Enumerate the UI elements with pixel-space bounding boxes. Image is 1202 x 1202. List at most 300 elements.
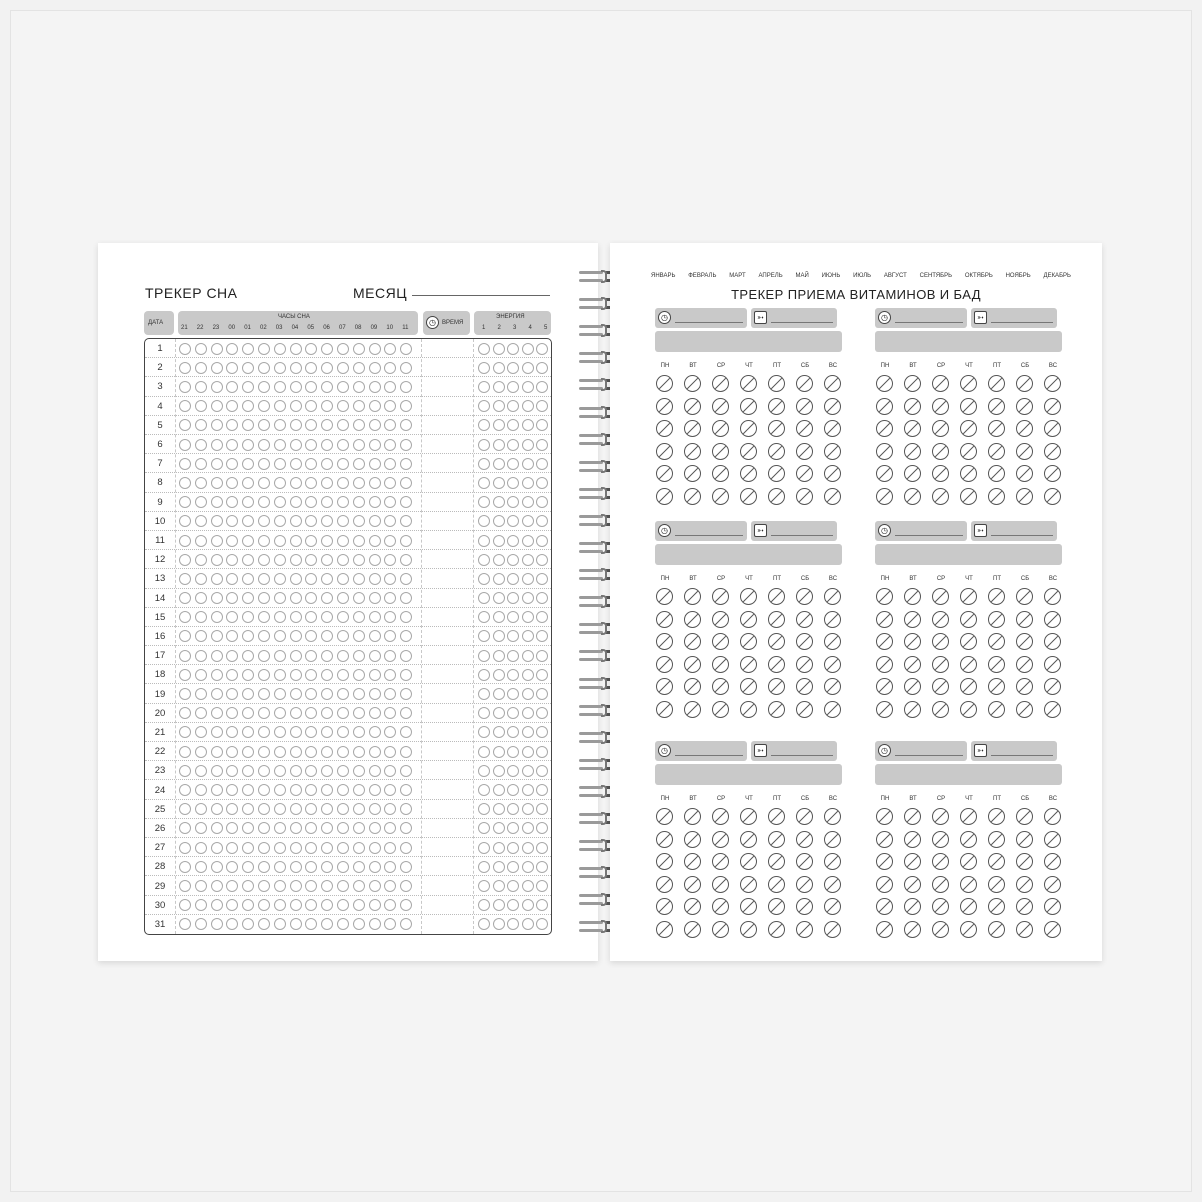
- energy-circle[interactable]: [507, 669, 519, 681]
- time-cell[interactable]: [422, 857, 472, 875]
- pill-checkbox[interactable]: [988, 898, 1005, 915]
- vitamin-name-field[interactable]: [655, 544, 842, 565]
- pill-checkbox[interactable]: [1044, 831, 1061, 848]
- sleep-hour-circle[interactable]: [290, 630, 302, 642]
- pill-checkbox[interactable]: [796, 633, 813, 650]
- sleep-hour-circle[interactable]: [290, 861, 302, 873]
- sleep-hour-circle[interactable]: [321, 381, 333, 393]
- sleep-hour-circle[interactable]: [258, 439, 270, 451]
- sleep-hour-circle[interactable]: [274, 669, 286, 681]
- energy-circle[interactable]: [536, 381, 548, 393]
- sleep-hour-circle[interactable]: [179, 554, 191, 566]
- pill-checkbox[interactable]: [988, 443, 1005, 460]
- sleep-hour-circle[interactable]: [242, 650, 254, 662]
- pill-checkbox[interactable]: [1044, 656, 1061, 673]
- time-cell[interactable]: [422, 684, 472, 702]
- pill-checkbox[interactable]: [712, 611, 729, 628]
- vitamin-name-field[interactable]: [875, 331, 1062, 352]
- sleep-hour-circle[interactable]: [290, 746, 302, 758]
- pill-checkbox[interactable]: [684, 831, 701, 848]
- sleep-hour-circle[interactable]: [369, 535, 381, 547]
- sleep-hour-circle[interactable]: [384, 439, 396, 451]
- sleep-hour-circle[interactable]: [305, 611, 317, 623]
- pill-checkbox[interactable]: [904, 656, 921, 673]
- sleep-hour-circle[interactable]: [305, 822, 317, 834]
- sleep-hour-circle[interactable]: [384, 803, 396, 815]
- sleep-hour-circle[interactable]: [226, 918, 238, 930]
- pill-checkbox[interactable]: [712, 701, 729, 718]
- pill-checkbox[interactable]: [824, 701, 841, 718]
- pill-checkbox[interactable]: [684, 443, 701, 460]
- sleep-hour-circle[interactable]: [305, 343, 317, 355]
- pill-checkbox[interactable]: [1016, 656, 1033, 673]
- pill-checkbox[interactable]: [1016, 853, 1033, 870]
- sleep-hour-circle[interactable]: [179, 688, 191, 700]
- sleep-hour-circle[interactable]: [337, 400, 349, 412]
- energy-circle[interactable]: [522, 400, 534, 412]
- sleep-hour-circle[interactable]: [179, 477, 191, 489]
- sleep-hour-circle[interactable]: [400, 861, 412, 873]
- energy-circle[interactable]: [493, 688, 505, 700]
- energy-circle[interactable]: [536, 650, 548, 662]
- sleep-hour-circle[interactable]: [195, 419, 207, 431]
- sleep-hour-circle[interactable]: [274, 726, 286, 738]
- energy-circle[interactable]: [493, 439, 505, 451]
- pill-checkbox[interactable]: [824, 443, 841, 460]
- energy-circle[interactable]: [478, 861, 490, 873]
- sleep-hour-circle[interactable]: [384, 861, 396, 873]
- pill-checkbox[interactable]: [1044, 921, 1061, 938]
- sleep-hour-circle[interactable]: [242, 458, 254, 470]
- sleep-hour-circle[interactable]: [369, 669, 381, 681]
- sleep-hour-circle[interactable]: [321, 842, 333, 854]
- pill-checkbox[interactable]: [988, 465, 1005, 482]
- sleep-hour-circle[interactable]: [384, 535, 396, 547]
- sleep-hour-circle[interactable]: [321, 899, 333, 911]
- energy-circle[interactable]: [507, 362, 519, 374]
- sleep-hour-circle[interactable]: [337, 784, 349, 796]
- sleep-hour-circle[interactable]: [384, 842, 396, 854]
- energy-circle[interactable]: [478, 707, 490, 719]
- sleep-hour-circle[interactable]: [179, 362, 191, 374]
- sleep-hour-circle[interactable]: [258, 688, 270, 700]
- sleep-hour-circle[interactable]: [274, 611, 286, 623]
- sleep-hour-circle[interactable]: [305, 803, 317, 815]
- sleep-hour-circle[interactable]: [290, 477, 302, 489]
- sleep-hour-circle[interactable]: [226, 707, 238, 719]
- sleep-hour-circle[interactable]: [242, 535, 254, 547]
- sleep-hour-circle[interactable]: [400, 592, 412, 604]
- sleep-hour-circle[interactable]: [179, 650, 191, 662]
- sleep-hour-circle[interactable]: [179, 822, 191, 834]
- pill-checkbox[interactable]: [876, 831, 893, 848]
- sleep-hour-circle[interactable]: [305, 419, 317, 431]
- pill-checkbox[interactable]: [932, 443, 949, 460]
- pill-checkbox[interactable]: [1044, 853, 1061, 870]
- energy-circle[interactable]: [493, 419, 505, 431]
- sleep-hour-circle[interactable]: [290, 880, 302, 892]
- pill-checkbox[interactable]: [656, 853, 673, 870]
- sleep-hour-circle[interactable]: [353, 899, 365, 911]
- sleep-hour-circle[interactable]: [290, 362, 302, 374]
- sleep-hour-circle[interactable]: [226, 803, 238, 815]
- pill-checkbox[interactable]: [988, 375, 1005, 392]
- sleep-hour-circle[interactable]: [321, 343, 333, 355]
- energy-circle[interactable]: [478, 822, 490, 834]
- pill-checkbox[interactable]: [768, 488, 785, 505]
- time-cell[interactable]: [422, 723, 472, 741]
- sleep-hour-circle[interactable]: [195, 784, 207, 796]
- sleep-hour-circle[interactable]: [305, 496, 317, 508]
- pill-checkbox[interactable]: [740, 611, 757, 628]
- energy-circle[interactable]: [536, 822, 548, 834]
- sleep-hour-circle[interactable]: [211, 439, 223, 451]
- sleep-hour-circle[interactable]: [290, 707, 302, 719]
- time-cell[interactable]: [422, 876, 472, 894]
- sleep-hour-circle[interactable]: [369, 650, 381, 662]
- pill-checkbox[interactable]: [684, 876, 701, 893]
- pill-checkbox[interactable]: [656, 443, 673, 460]
- pill-checkbox[interactable]: [768, 633, 785, 650]
- pill-checkbox[interactable]: [1016, 678, 1033, 695]
- energy-circle[interactable]: [478, 343, 490, 355]
- pill-checkbox[interactable]: [684, 701, 701, 718]
- pill-checkbox[interactable]: [988, 488, 1005, 505]
- sleep-hour-circle[interactable]: [321, 439, 333, 451]
- sleep-hour-circle[interactable]: [290, 592, 302, 604]
- pill-checkbox[interactable]: [740, 808, 757, 825]
- sleep-hour-circle[interactable]: [305, 899, 317, 911]
- energy-circle[interactable]: [522, 343, 534, 355]
- energy-circle[interactable]: [478, 477, 490, 489]
- pill-checkbox[interactable]: [656, 420, 673, 437]
- energy-circle[interactable]: [522, 630, 534, 642]
- sleep-hour-circle[interactable]: [353, 381, 365, 393]
- sleep-hour-circle[interactable]: [258, 861, 270, 873]
- pill-checkbox[interactable]: [656, 656, 673, 673]
- pill-checkbox[interactable]: [932, 420, 949, 437]
- pill-checkbox[interactable]: [824, 588, 841, 605]
- sleep-hour-circle[interactable]: [242, 343, 254, 355]
- sleep-hour-circle[interactable]: [384, 496, 396, 508]
- sleep-hour-circle[interactable]: [337, 822, 349, 834]
- energy-circle[interactable]: [507, 880, 519, 892]
- sleep-hour-circle[interactable]: [242, 381, 254, 393]
- sleep-hour-circle[interactable]: [400, 765, 412, 777]
- sleep-hour-circle[interactable]: [211, 362, 223, 374]
- pill-checkbox[interactable]: [712, 633, 729, 650]
- sleep-hour-circle[interactable]: [226, 515, 238, 527]
- pill-checkbox[interactable]: [824, 420, 841, 437]
- sleep-hour-circle[interactable]: [290, 535, 302, 547]
- energy-circle[interactable]: [478, 765, 490, 777]
- sleep-hour-circle[interactable]: [290, 784, 302, 796]
- energy-circle[interactable]: [507, 439, 519, 451]
- sleep-hour-circle[interactable]: [369, 842, 381, 854]
- energy-circle[interactable]: [522, 477, 534, 489]
- pill-checkbox[interactable]: [960, 588, 977, 605]
- sleep-hour-circle[interactable]: [353, 419, 365, 431]
- pill-checkbox[interactable]: [904, 853, 921, 870]
- pill-checkbox[interactable]: [1016, 488, 1033, 505]
- time-cell[interactable]: [422, 493, 472, 511]
- energy-circle[interactable]: [493, 381, 505, 393]
- sleep-hour-circle[interactable]: [353, 477, 365, 489]
- sleep-hour-circle[interactable]: [195, 343, 207, 355]
- sleep-hour-circle[interactable]: [179, 746, 191, 758]
- sleep-hour-circle[interactable]: [384, 669, 396, 681]
- energy-circle[interactable]: [522, 918, 534, 930]
- pill-checkbox[interactable]: [768, 678, 785, 695]
- sleep-hour-circle[interactable]: [211, 515, 223, 527]
- pill-checkbox[interactable]: [876, 701, 893, 718]
- sleep-hour-circle[interactable]: [353, 669, 365, 681]
- energy-circle[interactable]: [522, 899, 534, 911]
- sleep-hour-circle[interactable]: [226, 746, 238, 758]
- energy-circle[interactable]: [478, 439, 490, 451]
- energy-circle[interactable]: [507, 688, 519, 700]
- sleep-hour-circle[interactable]: [353, 861, 365, 873]
- time-cell[interactable]: [422, 473, 472, 491]
- time-cell[interactable]: [422, 416, 472, 434]
- energy-circle[interactable]: [493, 630, 505, 642]
- energy-circle[interactable]: [478, 458, 490, 470]
- sleep-hour-circle[interactable]: [337, 688, 349, 700]
- sleep-hour-circle[interactable]: [258, 381, 270, 393]
- sleep-hour-circle[interactable]: [369, 515, 381, 527]
- energy-circle[interactable]: [536, 477, 548, 489]
- energy-circle[interactable]: [522, 650, 534, 662]
- sleep-hour-circle[interactable]: [242, 573, 254, 585]
- sleep-hour-circle[interactable]: [195, 362, 207, 374]
- sleep-hour-circle[interactable]: [353, 439, 365, 451]
- energy-circle[interactable]: [507, 765, 519, 777]
- sleep-hour-circle[interactable]: [195, 880, 207, 892]
- sleep-hour-circle[interactable]: [195, 554, 207, 566]
- energy-circle[interactable]: [493, 803, 505, 815]
- energy-circle[interactable]: [493, 784, 505, 796]
- pill-checkbox[interactable]: [712, 443, 729, 460]
- sleep-hour-circle[interactable]: [384, 880, 396, 892]
- pill-checkbox[interactable]: [768, 921, 785, 938]
- sleep-hour-circle[interactable]: [321, 400, 333, 412]
- energy-circle[interactable]: [478, 842, 490, 854]
- sleep-hour-circle[interactable]: [274, 842, 286, 854]
- sleep-hour-circle[interactable]: [384, 726, 396, 738]
- energy-circle[interactable]: [522, 765, 534, 777]
- sleep-hour-circle[interactable]: [211, 822, 223, 834]
- energy-circle[interactable]: [522, 746, 534, 758]
- sleep-hour-circle[interactable]: [337, 803, 349, 815]
- pill-checkbox[interactable]: [904, 398, 921, 415]
- pill-checkbox[interactable]: [768, 853, 785, 870]
- sleep-hour-circle[interactable]: [211, 592, 223, 604]
- sleep-hour-circle[interactable]: [305, 400, 317, 412]
- sleep-hour-circle[interactable]: [226, 861, 238, 873]
- energy-circle[interactable]: [536, 726, 548, 738]
- pill-checkbox[interactable]: [932, 611, 949, 628]
- pill-checkbox[interactable]: [656, 588, 673, 605]
- sleep-hour-circle[interactable]: [195, 707, 207, 719]
- sleep-hour-circle[interactable]: [290, 726, 302, 738]
- sleep-hour-circle[interactable]: [305, 707, 317, 719]
- energy-circle[interactable]: [493, 842, 505, 854]
- sleep-hour-circle[interactable]: [211, 765, 223, 777]
- energy-circle[interactable]: [536, 592, 548, 604]
- energy-circle[interactable]: [522, 842, 534, 854]
- pill-checkbox[interactable]: [1016, 921, 1033, 938]
- sleep-hour-circle[interactable]: [195, 535, 207, 547]
- sleep-hour-circle[interactable]: [369, 880, 381, 892]
- energy-circle[interactable]: [522, 784, 534, 796]
- sleep-hour-circle[interactable]: [274, 439, 286, 451]
- vitamin-name-field[interactable]: [655, 764, 842, 785]
- sleep-hour-circle[interactable]: [353, 688, 365, 700]
- sleep-hour-circle[interactable]: [321, 746, 333, 758]
- pill-checkbox[interactable]: [876, 876, 893, 893]
- sleep-hour-circle[interactable]: [258, 554, 270, 566]
- sleep-hour-circle[interactable]: [384, 381, 396, 393]
- sleep-hour-circle[interactable]: [226, 458, 238, 470]
- sleep-hour-circle[interactable]: [321, 362, 333, 374]
- sleep-hour-circle[interactable]: [369, 496, 381, 508]
- sleep-hour-circle[interactable]: [384, 688, 396, 700]
- pill-checkbox[interactable]: [1016, 398, 1033, 415]
- pill-checkbox[interactable]: [904, 831, 921, 848]
- pill-checkbox[interactable]: [796, 588, 813, 605]
- pill-checkbox[interactable]: [796, 398, 813, 415]
- sleep-hour-circle[interactable]: [211, 400, 223, 412]
- pill-checkbox[interactable]: [712, 853, 729, 870]
- sleep-hour-circle[interactable]: [226, 573, 238, 585]
- pill-checkbox[interactable]: [1044, 443, 1061, 460]
- sleep-hour-circle[interactable]: [321, 496, 333, 508]
- sleep-hour-circle[interactable]: [195, 592, 207, 604]
- dose-field[interactable]: [971, 521, 1057, 541]
- sleep-hour-circle[interactable]: [179, 611, 191, 623]
- energy-circle[interactable]: [507, 746, 519, 758]
- sleep-hour-circle[interactable]: [305, 381, 317, 393]
- sleep-hour-circle[interactable]: [258, 803, 270, 815]
- time-cell[interactable]: [422, 377, 472, 395]
- sleep-hour-circle[interactable]: [321, 803, 333, 815]
- energy-circle[interactable]: [507, 630, 519, 642]
- sleep-hour-circle[interactable]: [337, 880, 349, 892]
- energy-circle[interactable]: [507, 343, 519, 355]
- sleep-hour-circle[interactable]: [179, 899, 191, 911]
- energy-circle[interactable]: [507, 535, 519, 547]
- sleep-hour-circle[interactable]: [242, 880, 254, 892]
- pill-checkbox[interactable]: [768, 443, 785, 460]
- sleep-hour-circle[interactable]: [369, 861, 381, 873]
- energy-circle[interactable]: [536, 343, 548, 355]
- sleep-hour-circle[interactable]: [290, 515, 302, 527]
- energy-circle[interactable]: [478, 899, 490, 911]
- energy-circle[interactable]: [522, 515, 534, 527]
- pill-checkbox[interactable]: [876, 375, 893, 392]
- sleep-hour-circle[interactable]: [258, 400, 270, 412]
- sleep-hour-circle[interactable]: [258, 822, 270, 834]
- pill-checkbox[interactable]: [988, 611, 1005, 628]
- sleep-hour-circle[interactable]: [400, 784, 412, 796]
- sleep-hour-circle[interactable]: [274, 746, 286, 758]
- energy-circle[interactable]: [522, 669, 534, 681]
- sleep-hour-circle[interactable]: [258, 362, 270, 374]
- pill-checkbox[interactable]: [988, 656, 1005, 673]
- sleep-hour-circle[interactable]: [258, 419, 270, 431]
- sleep-hour-circle[interactable]: [242, 765, 254, 777]
- sleep-hour-circle[interactable]: [274, 765, 286, 777]
- sleep-hour-circle[interactable]: [400, 650, 412, 662]
- sleep-hour-circle[interactable]: [337, 381, 349, 393]
- sleep-hour-circle[interactable]: [258, 669, 270, 681]
- sleep-hour-circle[interactable]: [353, 650, 365, 662]
- pill-checkbox[interactable]: [768, 398, 785, 415]
- sleep-hour-circle[interactable]: [242, 439, 254, 451]
- sleep-hour-circle[interactable]: [195, 611, 207, 623]
- pill-checkbox[interactable]: [876, 443, 893, 460]
- energy-circle[interactable]: [478, 669, 490, 681]
- pill-checkbox[interactable]: [1016, 465, 1033, 482]
- pill-checkbox[interactable]: [684, 678, 701, 695]
- sleep-hour-circle[interactable]: [400, 496, 412, 508]
- sleep-hour-circle[interactable]: [369, 439, 381, 451]
- energy-circle[interactable]: [478, 381, 490, 393]
- sleep-hour-circle[interactable]: [384, 400, 396, 412]
- energy-circle[interactable]: [478, 803, 490, 815]
- sleep-hour-circle[interactable]: [242, 726, 254, 738]
- sleep-hour-circle[interactable]: [226, 765, 238, 777]
- sleep-hour-circle[interactable]: [337, 861, 349, 873]
- pill-checkbox[interactable]: [904, 808, 921, 825]
- sleep-hour-circle[interactable]: [274, 400, 286, 412]
- pill-checkbox[interactable]: [1044, 611, 1061, 628]
- sleep-hour-circle[interactable]: [195, 400, 207, 412]
- pill-checkbox[interactable]: [684, 853, 701, 870]
- pill-checkbox[interactable]: [932, 808, 949, 825]
- time-cell[interactable]: [422, 589, 472, 607]
- sleep-hour-circle[interactable]: [321, 726, 333, 738]
- sleep-hour-circle[interactable]: [384, 822, 396, 834]
- pill-checkbox[interactable]: [796, 375, 813, 392]
- energy-circle[interactable]: [522, 573, 534, 585]
- energy-circle[interactable]: [507, 554, 519, 566]
- sleep-hour-circle[interactable]: [258, 515, 270, 527]
- pill-checkbox[interactable]: [656, 808, 673, 825]
- month-option[interactable]: МАЙ: [795, 273, 809, 279]
- pill-checkbox[interactable]: [876, 588, 893, 605]
- pill-checkbox[interactable]: [904, 701, 921, 718]
- dose-field[interactable]: [751, 521, 837, 541]
- sleep-hour-circle[interactable]: [353, 803, 365, 815]
- pill-checkbox[interactable]: [1016, 420, 1033, 437]
- sleep-hour-circle[interactable]: [321, 419, 333, 431]
- sleep-hour-circle[interactable]: [305, 669, 317, 681]
- sleep-hour-circle[interactable]: [258, 784, 270, 796]
- pill-checkbox[interactable]: [740, 921, 757, 938]
- sleep-hour-circle[interactable]: [290, 458, 302, 470]
- sleep-hour-circle[interactable]: [195, 477, 207, 489]
- energy-circle[interactable]: [536, 880, 548, 892]
- energy-circle[interactable]: [493, 573, 505, 585]
- sleep-hour-circle[interactable]: [400, 611, 412, 623]
- energy-circle[interactable]: [493, 477, 505, 489]
- sleep-hour-circle[interactable]: [400, 343, 412, 355]
- energy-circle[interactable]: [522, 439, 534, 451]
- sleep-hour-circle[interactable]: [274, 573, 286, 585]
- pill-checkbox[interactable]: [712, 398, 729, 415]
- sleep-hour-circle[interactable]: [211, 650, 223, 662]
